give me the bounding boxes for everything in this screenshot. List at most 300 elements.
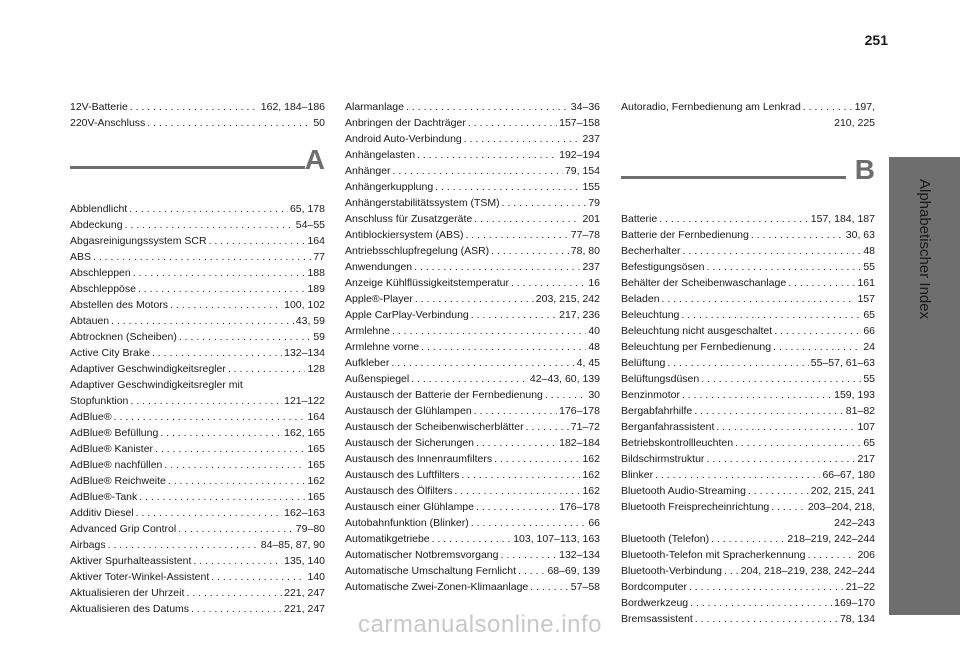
entry-pages: 165 [307,459,325,471]
leader-dots [414,259,580,275]
leader-dots [716,419,855,435]
entry-line [70,393,325,409]
entry-term: Aktiver Toter-Winkel-Assistent [70,571,210,583]
leader-dots [178,521,294,537]
leader-dots [701,371,861,387]
entry-term: Aufkleber [345,357,390,369]
entry-pages: 65, 178 [289,203,325,215]
entry-pages: 81–82 [845,405,875,417]
entry-pages: 189 [307,283,325,295]
leader-dots [655,467,820,483]
leader-dots [494,451,580,467]
entry-pages: 66–67, 180 [822,469,875,481]
entry-pages: 159, 193 [834,389,875,401]
leader-dots [807,547,855,563]
entry-term: Abgasreinigungssystem SCR [70,235,207,247]
entry-term: Automatischer Notbremsvorgang [345,549,499,561]
entry-pages: 42–43, 60, 139 [529,373,600,385]
leader-dots [491,243,569,259]
leader-dots [125,217,294,233]
entry-pages: 221, 247 [284,603,325,615]
index-entry [621,227,875,243]
index-entry [70,537,325,553]
index-entry [345,131,600,147]
entry-term: Advanced Grip Control [70,523,177,535]
leader-dots [211,569,305,585]
entry-group [621,99,875,131]
entry-pages: 30, 63 [845,229,875,241]
page-number: 251 [864,32,888,48]
entry-pages: 79–80 [295,523,325,535]
entry-pages: 55 [863,373,875,385]
leader-dots [706,259,861,275]
leader-dots [690,595,832,611]
leader-dots [93,249,311,265]
entry-term: Bergabfahrhilfe [621,405,693,417]
leader-dots [471,515,587,531]
leader-dots [411,371,528,387]
entry-pages: 188 [307,267,325,279]
leader-dots [735,435,861,451]
entry-pages: 71–72 [570,421,600,433]
leader-dots [417,147,557,163]
entry-pages: 162 [582,469,600,481]
side-tab-title: Alphabetischer Index [916,179,933,320]
section-rule [621,176,846,179]
leader-dots [476,499,557,515]
entry-pages: 162 [307,475,325,487]
index-entry [70,409,325,425]
section-letter: B [854,154,875,185]
index-entry [345,387,600,403]
entry-pages: 59 [313,331,325,343]
entry-term: Anhängelasten [345,149,416,161]
entry-pages: 55–57, 61–63 [810,357,875,369]
entry-term: Batterie der Fernbedienung [621,229,749,241]
entry-pages: 50 [313,117,325,129]
leader-dots [164,457,305,473]
index-entry [70,585,325,601]
entry-term: Behälter der Scheibenwaschanlage [621,277,787,289]
entry-term: Austausch des Ölfilters [345,485,453,497]
entry-pages: 68–69, 139 [547,565,600,577]
index-entry [345,195,600,211]
index-entry [621,99,875,131]
entry-pages: 157 [857,293,875,305]
entry-term: Betriebskontrollleuchten [621,437,734,449]
entry-pages: 121–122 [284,395,325,407]
entry-pages: 217, 236 [559,309,600,321]
entry-term: Blinker [621,469,654,481]
entry-term: Abschleppöse [70,283,136,295]
entry-term: AdBlue® Befüllung [70,427,159,439]
entry-pages: 206 [857,549,875,561]
leader-dots [152,345,282,361]
entry-term: Additiv Diesel [70,507,134,519]
entry-term: Android Auto-Verbindung [345,133,462,145]
leader-dots [111,313,294,329]
index-entry [345,531,600,547]
entry-pages: 162 [582,453,600,465]
entry-term: Abdeckung [70,219,123,231]
entry-term: 220V-Anschluss [70,117,146,129]
entry-pages: 48 [863,245,875,257]
leader-dots [130,99,259,115]
leader-dots [694,403,844,419]
leader-dots [129,201,288,217]
entry-pages: 66 [588,517,600,529]
entry-term: ABS [70,251,92,263]
leader-dots [774,323,861,339]
entry-term: Berganfahrassistent [621,421,715,433]
entry-term: Austausch der Batterie der Fernbedienung [345,389,543,401]
entry-group [70,99,325,131]
entry-pages: 164 [307,235,325,247]
index-entry [345,547,600,563]
entry-pages: 21–22 [845,581,875,593]
entry-line [621,499,875,515]
entry-term: AdBlue® nachfüllen [70,459,163,471]
entry-term: Airbags [70,539,106,551]
entry-term: Apple CarPlay-Verbindung [345,309,469,321]
index-entry [70,361,325,377]
leader-dots [114,409,306,425]
entry-term: Austausch der Scheibenwischerblätter [345,421,524,433]
entry-term: Automatische Zwei-Zonen-Klimaanlage [345,581,529,593]
entry-pages: 237 [582,133,600,145]
index-entry [621,291,875,307]
entry-pages: 103, 107–113, 163 [513,533,600,545]
entry-term: Adaptiver Geschwindigkeitsregler mit [70,379,243,391]
entry-pages: 77 [313,251,325,263]
entry-pages: 157, 184, 187 [810,213,875,225]
entry-term: AdBlue®-Tank [70,491,138,503]
index-entry [345,579,600,595]
index-entry [345,435,600,451]
leader-dots [454,483,580,499]
index-entry [621,355,875,371]
entry-pages: 79 [588,197,600,209]
entry-pages: 54–55 [295,219,325,231]
entry-term: Abschleppen [70,267,131,279]
index-entry [70,233,325,249]
entry-term: Becherhalter [621,245,681,257]
entry-pages: 24 [863,341,875,353]
entry-term: Bluetooth-Telefon mit Spracherkennung [621,549,806,561]
entry-term: Anwendungen [345,261,413,273]
index-entry [621,435,875,451]
entry-line [621,99,875,115]
entry-pages: 182–184 [559,437,600,449]
entry-pages: 140 [307,571,325,583]
entry-pages: 202, 215, 241 [810,485,875,497]
index-entry [621,499,875,531]
index-entry [621,403,875,419]
entry-term: Bluetooth (Telefon) [621,533,710,545]
index-entry [345,115,600,131]
entry-term: Bluetooth Freisprecheinrichtung [621,501,770,513]
index-entry [70,457,325,473]
leader-dots [518,563,545,579]
entry-term: Automatische Umschaltung Fernlicht [345,565,516,577]
index-entry [70,505,325,521]
index-entry [345,499,600,515]
index-entry [621,483,875,499]
entry-term: Austausch der Sicherungen [345,437,474,449]
entry-pages: 100, 102 [284,299,325,311]
entry-pages: 48 [588,341,600,353]
leader-dots [788,275,855,291]
index-entry [621,451,875,467]
entry-pages: 162, 184–186 [260,101,325,113]
index-entry [345,227,600,243]
entry-pages: 30 [588,389,600,401]
index-entry [70,249,325,265]
entry-term: Aktualisieren des Datums [70,603,190,615]
entry-group [345,99,600,595]
entry-term: Belüftung [621,357,666,369]
entry-term: Austausch der Glühlampen [345,405,472,417]
index-entry [621,387,875,403]
index-entry [70,569,325,585]
leader-dots [724,563,739,579]
entry-pages: 77–78 [570,229,600,241]
entry-pages: 203–204, 218, [807,501,875,513]
leader-dots [681,307,861,323]
index-entry [345,451,600,467]
entry-pages: 162–163 [284,507,325,519]
entry-term: Aktiver Spurhalteassistent [70,555,192,567]
leader-dots [471,307,557,323]
leader-dots [771,499,806,515]
entry-pages: 164 [307,411,325,423]
leader-dots [170,297,282,313]
leader-dots [168,473,306,489]
entry-pages: 43, 59 [295,315,325,327]
index-entry [345,339,600,355]
index-entry [345,419,600,435]
entry-pages: 79, 154 [564,165,600,177]
entry-term: Anzeige Kühlflüssigkeitstemperatur [345,277,510,289]
index-entry [70,345,325,361]
index-entry [345,259,600,275]
leader-dots [133,265,306,281]
leader-dots [683,243,862,259]
entry-term: Anhängerkupplung [345,181,434,193]
index-entry [70,425,325,441]
index-entry [345,99,600,115]
entry-term: Anschluss für Zusatzgeräte [345,213,473,225]
entry-term: Bluetooth-Verbindung [621,565,722,577]
entry-term: AdBlue® [70,411,112,423]
entry-pages: 55 [863,261,875,273]
index-entry [621,579,875,595]
entry-pages: 135, 140 [284,555,325,567]
section-letter: A [304,144,325,175]
index-entry [621,275,875,291]
entry-term: Belüftungsdüsen [621,373,700,385]
leader-dots [659,211,809,227]
entry-pages: 132–134 [559,549,600,561]
watermark: carmanualsonline.info [358,611,602,638]
index-entry [70,265,325,281]
index-entry [70,281,325,297]
section-header-a [70,141,325,193]
index-entry [621,531,875,547]
index-entry [621,323,875,339]
leader-dots [415,291,534,307]
entry-term: Abtrocknen (Scheiben) [70,331,177,343]
index-entry [345,211,600,227]
index-entry [70,377,325,409]
entry-pages: 84–85, 87, 90 [260,539,325,551]
index-entry [70,441,325,457]
entry-pages: 78, 134 [839,613,875,625]
entry-pages: 65 [863,309,875,321]
leader-dots [393,163,563,179]
entry-term: Anhängerstabilitätssystem (TSM) [345,197,500,209]
entry-term: Abblendlicht [70,203,128,215]
entry-pages: 176–178 [559,501,600,513]
entry-term: Beladen [621,293,660,305]
index-entry [345,275,600,291]
entry-pages-continued: 242–243 [834,517,875,529]
index-entry [621,259,875,275]
entry-term: Anhänger [345,165,391,177]
entry-term: Außenspiegel [345,373,410,385]
index-entry [70,313,325,329]
entry-pages: 4, 45 [576,357,600,369]
index-entry [70,553,325,569]
leader-dots [526,419,569,435]
entry-term: Austausch des Luftfilters [345,469,460,481]
index-entry [345,243,600,259]
entry-pages: 132–134 [284,347,325,359]
index-entry [621,211,875,227]
index-column-1 [70,99,325,617]
entry-term: Antiblockiersystem (ABS) [345,229,464,241]
leader-dots [465,227,568,243]
entry-term: AdBlue® Reichweite [70,475,166,487]
entry-pages: 237 [582,261,600,273]
leader-dots [682,387,832,403]
leader-dots [530,579,569,595]
entry-pages: 57–58 [570,581,600,593]
leader-dots [662,291,856,307]
entry-pages: 128 [307,363,325,375]
entry-term: Abstellen des Motors [70,299,169,311]
entry-term: Stopfunktion [70,395,129,407]
leader-dots [147,115,311,131]
entry-group [70,201,325,617]
leader-dots [545,387,586,403]
index-entry [345,179,600,195]
leader-dots [468,115,557,131]
index-entry [345,515,600,531]
entry-term: Anbringen der Dachträger [345,117,466,129]
index-entry [70,521,325,537]
index-entry [70,329,325,345]
leader-dots [391,355,574,371]
entry-pages: 203, 215, 242 [535,293,600,305]
index-entry [345,355,600,371]
entry-pages: 197, [854,101,875,113]
index-entry [345,467,600,483]
entry-term: Beleuchtung nicht ausgeschaltet [621,325,773,337]
leader-dots [406,99,569,115]
section-rule [70,166,305,169]
leader-dots [803,99,853,115]
leader-dots [179,329,312,345]
leader-dots [130,393,282,409]
entry-pages: 218–219, 242–244 [787,533,875,545]
leader-dots [392,323,586,339]
entry-pages: 221, 247 [284,587,325,599]
index-entry [345,371,600,387]
entry-term: Bildschirmstruktur [621,453,705,465]
index-entry [70,217,325,233]
entry-term: Beleuchtung [621,309,680,321]
entry-pages: 162, 165 [284,427,325,439]
index-entry [621,547,875,563]
entry-term: Benzinmotor [621,389,680,401]
index-entry [345,291,600,307]
entry-term: Austausch einer Glühlampe [345,501,474,513]
index-entry [345,323,600,339]
leader-dots [748,483,809,499]
entry-pages: 162 [582,485,600,497]
entry-term: 12V-Batterie [70,101,128,113]
index-entry [70,99,325,115]
index-entry [621,339,875,355]
entry-term: Bremsassistent [621,613,693,625]
index-entry [621,467,875,483]
leader-dots [474,403,557,419]
index-entry [70,489,325,505]
entry-term: Abtauen [70,315,110,327]
entry-term: Apple®-Player [345,293,413,305]
entry-pages: 176–178 [559,405,600,417]
entry-term: AdBlue® Kanister [70,443,154,455]
entry-term: Antriebsschlupfregelung (ASR) [345,245,490,257]
index-entry [70,201,325,217]
entry-pages-continued: 210, 225 [834,117,875,129]
leader-dots [435,179,580,195]
entry-term: Adaptiver Geschwindigkeitsregler [70,363,226,375]
entry-term: Befestigungsösen [621,261,705,273]
entry-term: Armlehne [345,325,390,337]
entry-pages: 78, 80 [570,245,600,257]
leader-dots [711,531,785,547]
entry-pages: 40 [588,325,600,337]
index-column-3 [621,99,875,627]
index-entry [70,473,325,489]
leader-dots [193,553,282,569]
index-entry [621,595,875,611]
leader-dots [667,355,808,371]
entry-pages: 16 [588,277,600,289]
entry-term: Batterie [621,213,658,225]
leader-dots [476,435,557,451]
leader-dots [160,425,282,441]
leader-dots [432,531,512,547]
index-entry [621,243,875,259]
entry-term: Autoradio, Fernbedienung am Lenkrad [621,101,801,113]
entry-pages: 155 [582,181,600,193]
leader-dots [421,339,586,355]
entry-pages: 192–194 [559,149,600,161]
leader-dots [773,339,861,355]
